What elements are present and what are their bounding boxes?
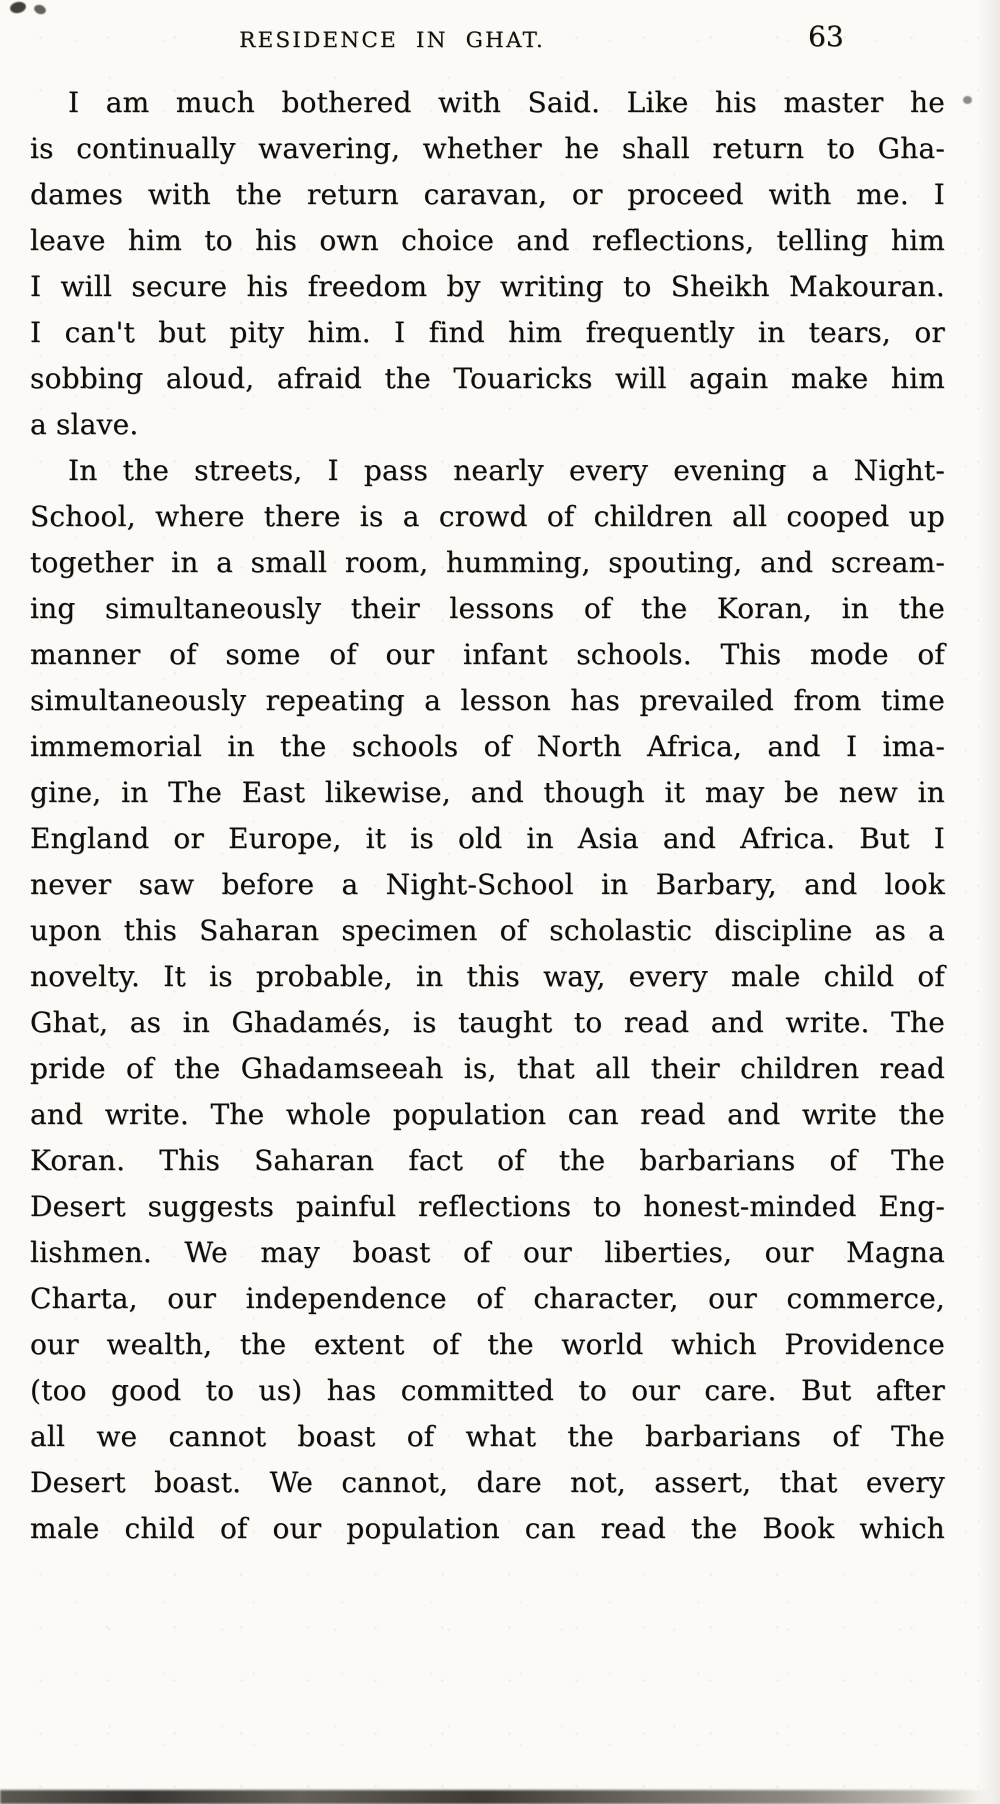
text-line: and write. The whole population can read and write the <box>30 1098 945 1131</box>
text-line: ing simultaneously their lessons of the Koran, in the <box>30 592 945 625</box>
scan-speck-right <box>963 96 972 104</box>
text-line: is continually wavering, whether he shall return to Gha- <box>30 132 945 165</box>
text-line: Desert boast. We cannot, dare not, assert, that every <box>30 1466 945 1499</box>
text-line: England or Europe, it is old in Asia and Africa. But I <box>30 822 945 855</box>
text-line: all we cannot boast of what the barbarians of The <box>30 1420 945 1453</box>
text-line: Desert suggests painful reflections to honest-minded Eng- <box>30 1190 945 1223</box>
page-edge-shadow <box>978 0 1000 1804</box>
text-line: dames with the return caravan, or proceed with me. I <box>30 178 945 211</box>
text-line: simultaneously repeating a lesson has prevailed from time <box>30 684 945 717</box>
text-line: leave him to his own choice and reflections, telling him <box>30 224 945 257</box>
running-header: RESIDENCE IN GHAT. <box>239 28 545 53</box>
text-line: upon this Saharan specimen of scholastic discipline as a <box>30 914 945 947</box>
text-line: I can't but pity him. I find him frequently in tears, or <box>30 316 945 349</box>
text-line: In the streets, I pass nearly every evening a Night- <box>68 454 945 487</box>
text-line: immemorial in the schools of North Africa, and I ima- <box>30 730 945 763</box>
text-line: our wealth, the extent of the world which Providence <box>30 1328 945 1361</box>
scan-artifact-bottom-band <box>0 1790 1000 1804</box>
text-line: (too good to us) has committed to our care. But after <box>30 1374 945 1407</box>
page-number: 63 <box>808 20 844 53</box>
text-line: I will secure his freedom by writing to Sheikh Makouran. <box>30 270 945 303</box>
text-line: novelty. It is probable, in this way, every male child of <box>30 960 945 993</box>
text-line: together in a small room, humming, spouting, and scream- <box>30 546 945 579</box>
text-line: lishmen. We may boast of our liberties, our Magna <box>30 1236 945 1269</box>
paragraph <box>30 80 945 448</box>
text-line: manner of some of our infant schools. This mode of <box>30 638 945 671</box>
text-line: I am much bothered with Said. Like his master he <box>68 86 945 119</box>
text-line: male child of our population can read the Book which <box>30 1512 945 1545</box>
page-header <box>30 18 945 72</box>
text-line: pride of the Ghadamseeah is, that all their children read <box>30 1052 945 1085</box>
text-line: Ghat, as in Ghadamés, is taught to read and write. The <box>30 1006 945 1039</box>
body-text <box>30 80 945 1552</box>
text-line: sobbing aloud, afraid the Touaricks will again make him <box>30 362 945 395</box>
text-line: School, where there is a crowd of children all cooped up <box>30 500 945 533</box>
text-line: Koran. This Saharan fact of the barbarians of The <box>30 1144 945 1177</box>
text-line: a slave. <box>30 408 139 441</box>
paragraph <box>30 448 945 1552</box>
text-line: never saw before a Night-School in Barbary, and look <box>30 868 945 901</box>
text-line: gine, in The East likewise, and though it may be new in <box>30 776 945 809</box>
text-line: Charta, our independence of character, our commerce, <box>30 1282 945 1315</box>
